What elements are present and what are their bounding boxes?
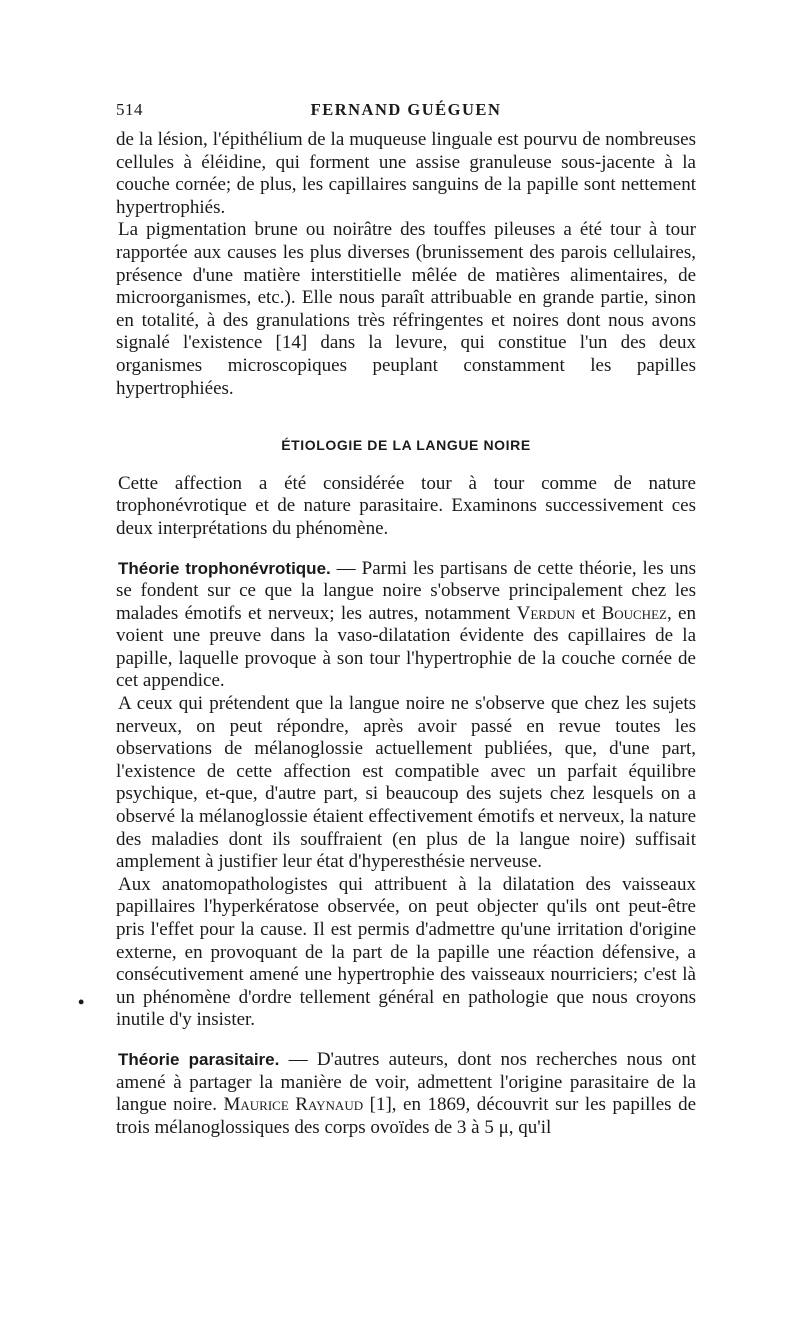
author-name-verdun: Verdun xyxy=(516,602,576,624)
spacer xyxy=(116,1032,696,1049)
section-intro: Cette affection a été considérée tour à tour comme de nature trophonévrotique et de nature parasitaire. Examinons successivement ces deux interprétations du phénomène. xyxy=(116,472,696,539)
text-run: — Parmi les partisans de cette théorie, les uns se fondent sur ce que la langue noire s'observe principalement chez les malades émotifs et nerveux; les autres, notamment xyxy=(116,557,696,624)
theory-trophonevrotique-heading: Théorie trophonévrotique. xyxy=(118,558,331,578)
author-name-bouchez: Bouchez xyxy=(601,602,667,624)
section-title: ÉTIOLOGIE DE LA LANGUE NOIRE xyxy=(281,437,531,454)
text-run: [1], en 1869, découvrit sur les papilles de trois mélanoglossiques des corps ovoïdes de 3 à 5 μ, qu'il xyxy=(116,1094,696,1138)
text-run: — D'autres auteurs, dont nos recherches nous ont amené à partager la manière de voir, admettent l'origine parasitaire de la langue noire. xyxy=(116,1048,697,1116)
page-header xyxy=(116,100,696,124)
paragraph-continuation: de la lésion, l'épithélium de la muqueuse linguale est pourvu de nombreuses cellules à éléidine, qui forment une assise granuleuse sous-jacente à la couche cornée; de plus, les capillaires sanguins de la papille sont nettement hypertrophiés. xyxy=(116,129,696,218)
spacer xyxy=(116,541,696,558)
paragraph-nervous-subjects: A ceux qui prétendent que la langue noire ne s'observe que chez les sujets nerveux, on peut répondre, après avoir passé en revue toutes les observations de mélanoglossie actuellement publiées, que, d'une part, l'existence de cette affection est compatible avec un parfait équilibre psychique, et-que, d'autre part, si beaucoup des sujets chez lesquels on a observé la mélanoglossie étaient effectivement émotifs et nerveux, la nature des maladies dont ils souffraient (en plus de la langue noire) suffisait amplement à justifier leur état d'hyperesthésie nerveuse. xyxy=(116,693,696,873)
page-number: 514 xyxy=(116,100,143,119)
paragraph-anatomopathologists: Aux anatomopathologistes qui attribuent à la dilatation des vaisseaux papillaires l'hyperkératose observée, on peut objecter qu'ils ont peut-être pris l'effet pour la cause. Il est permis d'admettre qu'une irritation d'origine externe, en provoquant de la part de la papille une réaction défensive, a consécutivement amené une hypertrophie des vaisseaux nourriciers; c'est là un phénomène d'ordre tellement général en pathologie que nous croyons inutile d'y insister. xyxy=(116,873,696,1031)
theory-trophonevrotique-paragraph xyxy=(116,558,696,694)
page-body xyxy=(116,129,696,1139)
text-run: , en voient une preuve dans la vaso-dilatation évidente des capillaires de la papille, laquelle provoque à son tour l'hypertrophie de la couche cornée de cet appendice. xyxy=(116,602,696,692)
margin-dot-mark: • xyxy=(78,992,85,1012)
text-run: et xyxy=(575,602,602,624)
running-title: FERNAND GUÉGUEN xyxy=(310,100,502,119)
theory-parasitaire-paragraph xyxy=(116,1049,696,1139)
author-name-raynaud: Maurice Raynaud xyxy=(223,1094,364,1116)
paragraph-pigmentation: La pigmentation brune ou noirâtre des touffes pileuses a été tour à tour rapportée aux causes les plus diverses (brunissement des parois cellulaires, présence d'une matière interstitielle mêlée de matières alimentaires, de microorganismes, etc.). Elle nous paraît attribuable en grande partie, sinon en totalité, à des granulations très réfringentes et noires dont nous avons signalé l'existence [14] dans la levure, qui constitue l'un des deux organismes microscopiques peuplant constamment les papilles hypertrophiées. xyxy=(116,219,696,399)
theory-parasitaire-heading: Théorie parasitaire. xyxy=(118,1049,280,1069)
